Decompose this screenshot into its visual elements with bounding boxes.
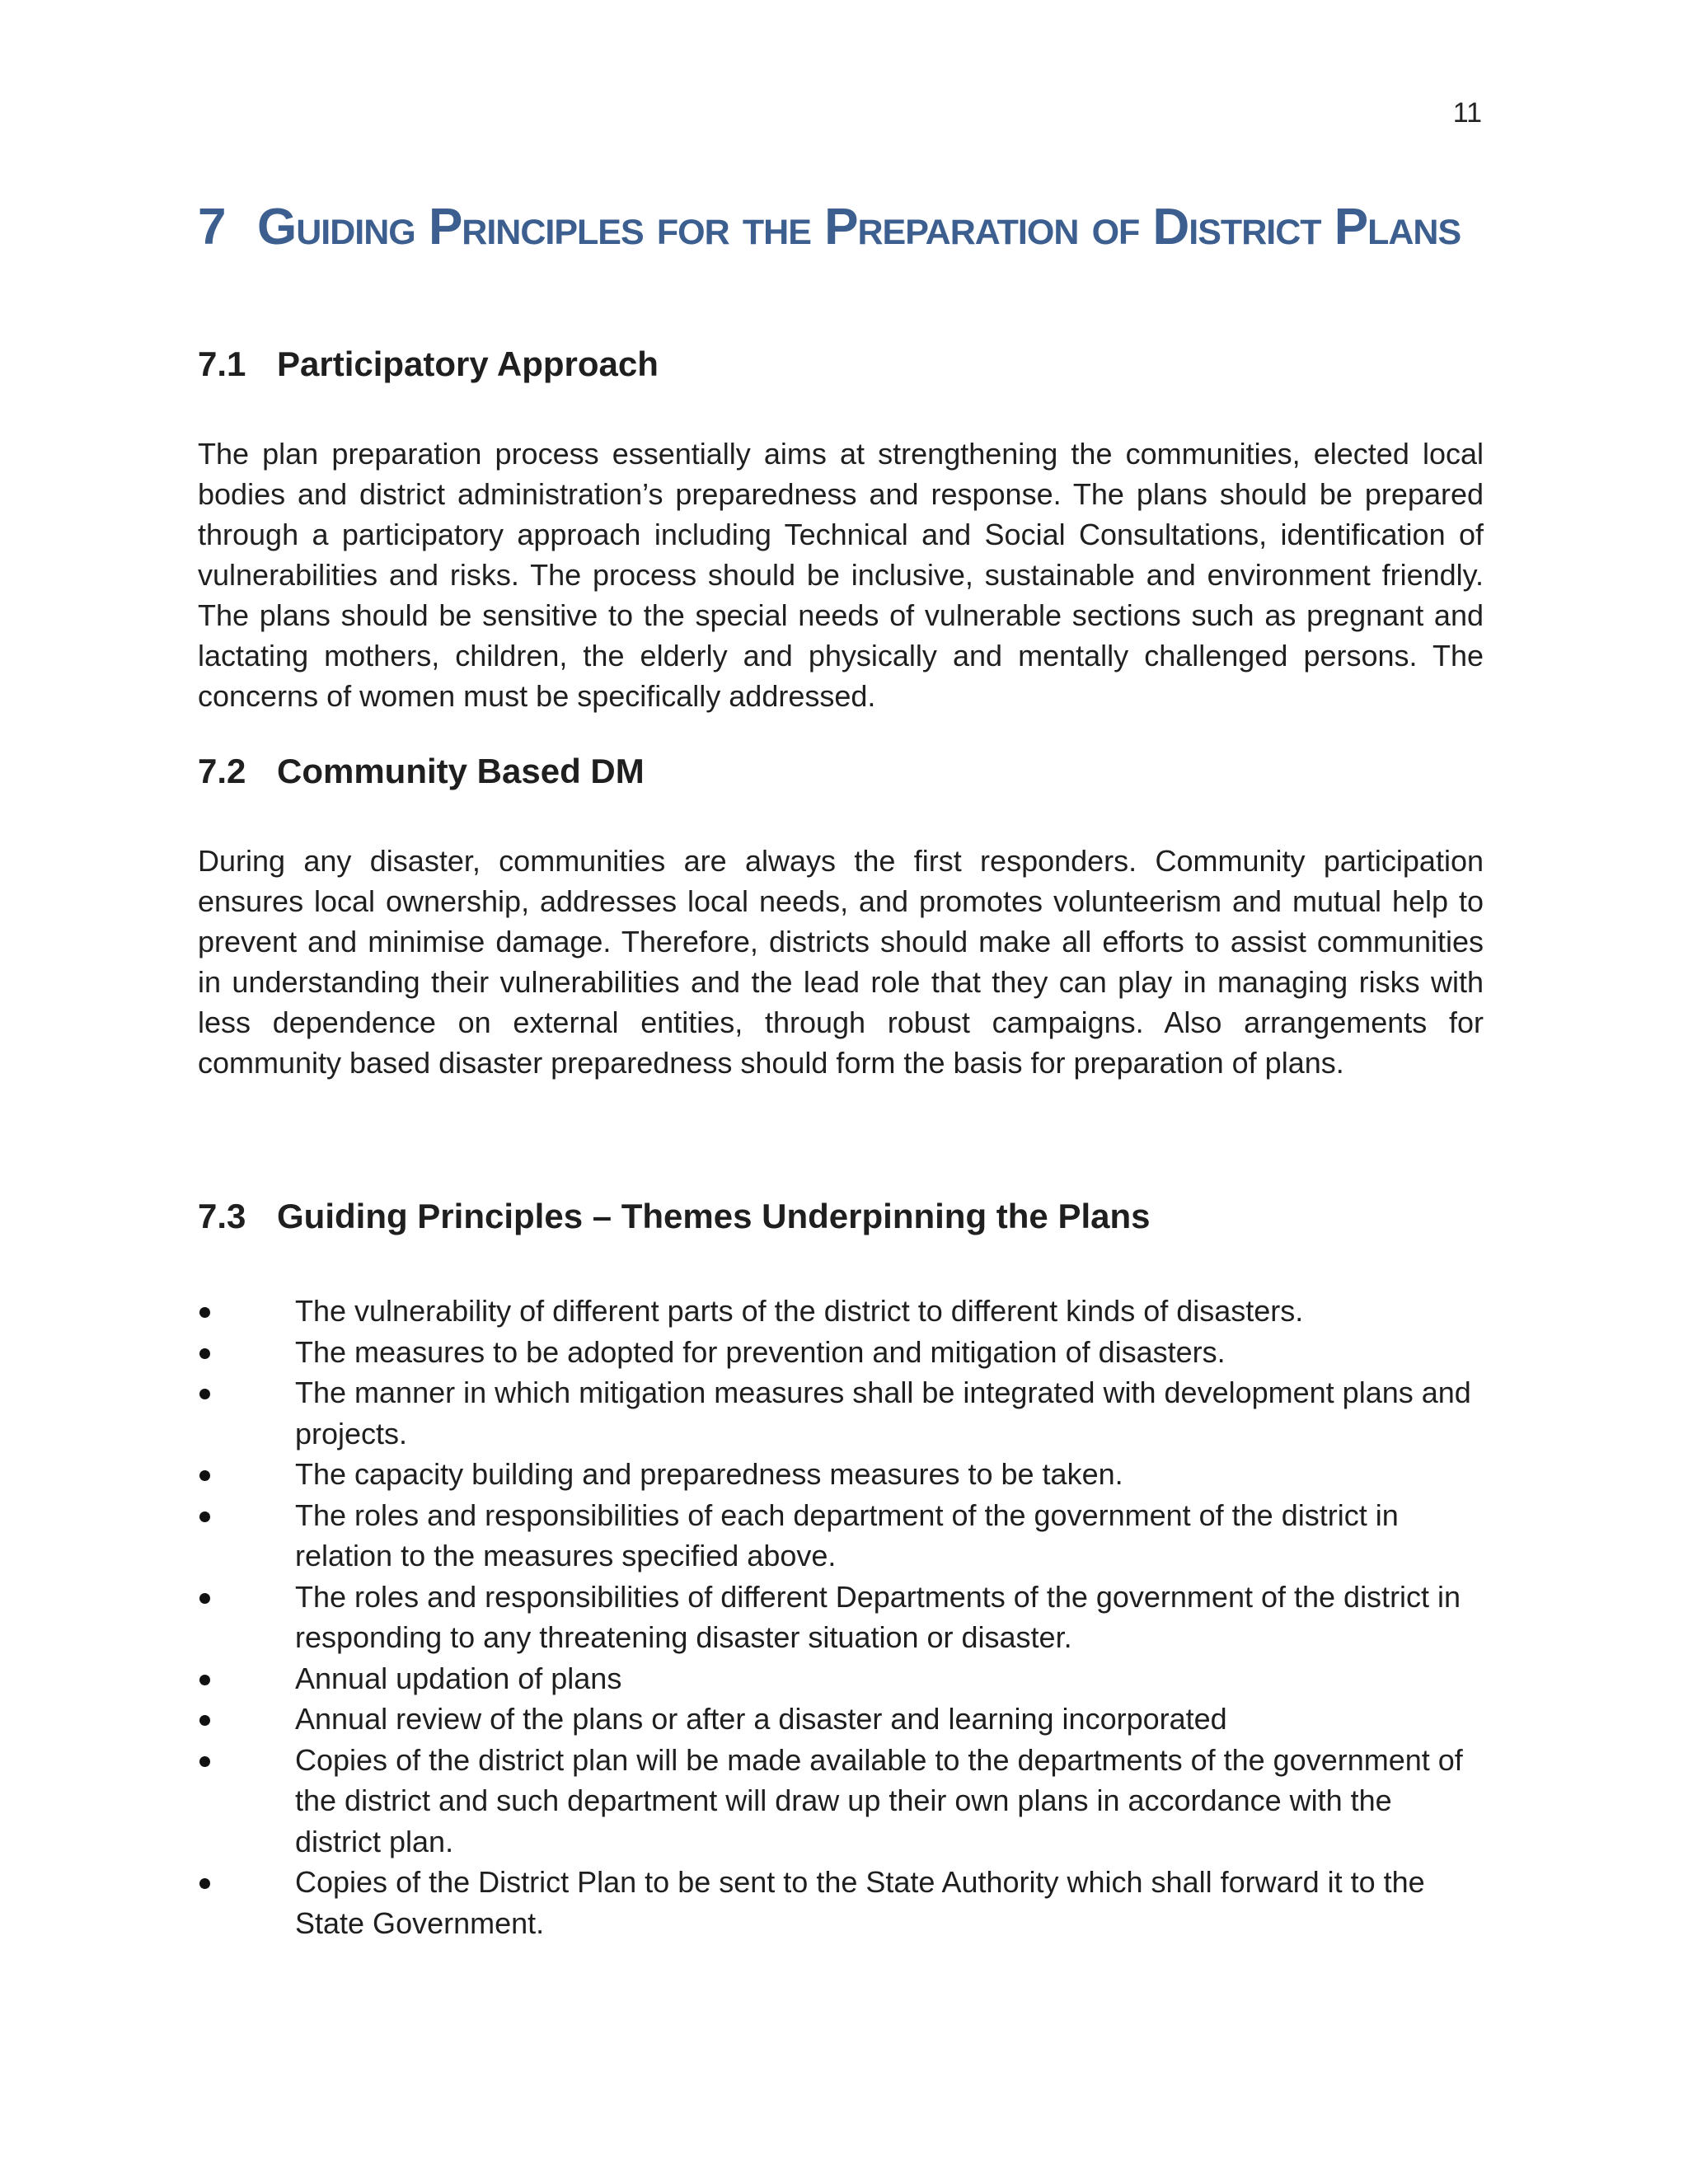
- section-number: 7.3: [198, 1197, 246, 1235]
- list-item-text: The manner in which mitigation measures shall be integrated with development plans and projects.: [295, 1376, 1471, 1451]
- section-heading: [198, 344, 1484, 384]
- list-item: [198, 1291, 1484, 1332]
- list-item: [198, 1862, 1484, 1943]
- bullet-icon: [199, 1756, 210, 1767]
- section-title: Participatory Approach: [277, 344, 659, 383]
- bullet-icon: [199, 1470, 210, 1481]
- page-number: 11: [1452, 97, 1482, 129]
- list-item-text: The roles and responsibilities of different Departments of the government of the district in responding to any threatening disaster situation or disaster.: [295, 1579, 1461, 1654]
- list-item: [198, 1740, 1484, 1863]
- section-title: Guiding Principles – Themes Underpinning the Plans: [277, 1197, 1151, 1235]
- bullet-icon: [199, 1389, 210, 1399]
- principles-list: [198, 1291, 1484, 1943]
- list-item-text: The roles and responsibilities of each department of the government of the district in relation to the measures specified above.: [295, 1497, 1399, 1572]
- section-body: During any disaster, communities are always the first responders. Community participation ensures local ownership, addresses local needs, and promotes volunteerism and mutual help to prevent and minimise damage. Therefore, districts should make all efforts to assist communities in understanding their vulnerabilities and the lead role that they can play in managing risks with less dependence on external entities, through robust campaigns. Also arrangements for community based disaster preparedness should form the basis for preparation of plans.: [198, 844, 1484, 1080]
- list-item: [198, 1495, 1484, 1577]
- list-item-text: Annual review of the plans or after a disaster and learning incorporated: [295, 1702, 1227, 1736]
- list-item: [198, 1372, 1484, 1454]
- bullet-icon: [199, 1878, 210, 1889]
- section-community-based-dm: [198, 752, 1484, 1083]
- list-item-text: Copies of the district plan will be made available to the departments of the government of the district and such department will draw up their own plans in accordance with the district plan.: [295, 1742, 1463, 1858]
- list-item-text: The capacity building and preparedness measures to be taken.: [295, 1457, 1123, 1491]
- list-item: [198, 1577, 1484, 1658]
- chapter-number: 7: [198, 199, 226, 255]
- list-item-text: Copies of the District Plan to be sent to the State Authority which shall forward it to the State Government.: [295, 1865, 1425, 1940]
- chapter-title: [198, 198, 1517, 256]
- list-item-text: Annual updation of plans: [295, 1661, 622, 1695]
- bullet-icon: [199, 1348, 210, 1359]
- chapter-title-text: Guiding Principles for the Preparation of District Plans: [257, 199, 1461, 255]
- section-guiding-principles: [198, 1197, 1484, 1943]
- section-number: 7.1: [198, 344, 246, 383]
- bullet-icon: [199, 1511, 210, 1522]
- section-number: 7.2: [198, 752, 246, 790]
- section-participatory-approach: [198, 344, 1484, 716]
- list-item: [198, 1454, 1484, 1495]
- list-item-text: The measures to be adopted for prevention and mitigation of disasters.: [295, 1334, 1226, 1369]
- section-body: The plan preparation process essentially aims at strengthening the communities, elected local bodies and district administration’s preparedness and response. The plans should be prepared through a participatory approach including Technical and Social Consultations, identification of vulnerabilities and risks. The process should be inclusive, sustainable and environment friendly. The plans should be sensitive to the special needs of vulnerable sections such as pregnant and lactating mothers, children, the elderly and physically and mentally challenged persons. The concerns of women must be specifically addressed.: [198, 437, 1484, 713]
- section-title: Community Based DM: [277, 752, 645, 790]
- section-heading: [198, 752, 1484, 791]
- list-item: [198, 1332, 1484, 1373]
- list-item-text: The vulnerability of different parts of the district to different kinds of disasters.: [295, 1294, 1304, 1328]
- list-item: [198, 1658, 1484, 1699]
- bullet-icon: [199, 1307, 210, 1318]
- bullet-icon: [199, 1675, 210, 1685]
- list-item: [198, 1699, 1484, 1740]
- bullet-icon: [199, 1593, 210, 1604]
- bullet-icon: [199, 1715, 210, 1726]
- section-heading: [198, 1197, 1484, 1236]
